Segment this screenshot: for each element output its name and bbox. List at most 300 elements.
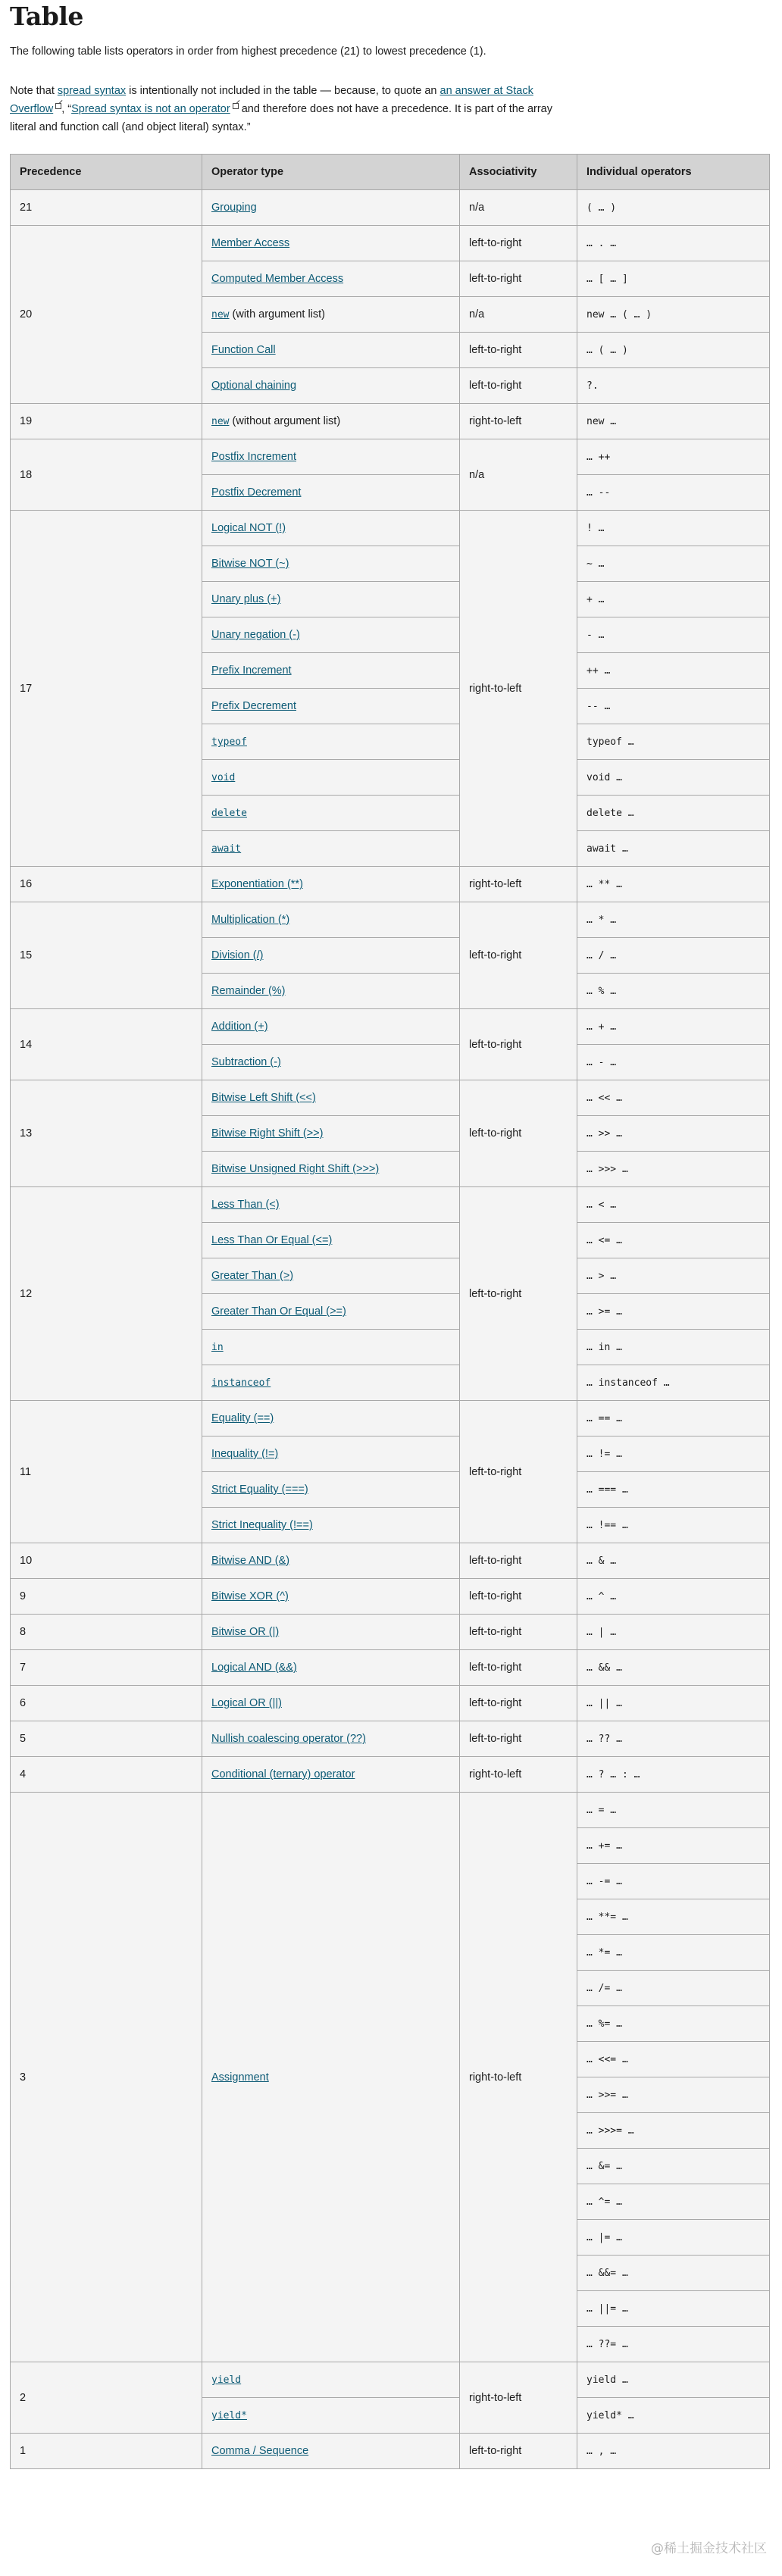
table-header-row (11, 155, 770, 190)
operator-syntax: … - … (586, 1057, 617, 1068)
operator-syntax-cell (577, 261, 770, 297)
operator-keyword: delete (211, 808, 247, 819)
operator-type-cell (202, 511, 460, 546)
operator-type-cell (202, 1543, 460, 1579)
operator-syntax-cell (577, 867, 770, 902)
operator-syntax: … |= … (586, 2232, 622, 2243)
precedence-cell: 7 (11, 1650, 202, 1686)
operator-syntax: … < … (586, 1199, 617, 1211)
operator-type-cell (202, 653, 460, 689)
operator-syntax: ( … ) (586, 202, 617, 214)
operator-type-cell (202, 831, 460, 867)
operator-syntax: + … (586, 594, 605, 605)
operator-type-cell (202, 760, 460, 796)
precedence-cell: 11 (11, 1401, 202, 1543)
watermark: @稀土掘金技术社区 (651, 2541, 767, 2556)
operator-syntax-cell (577, 2042, 770, 2077)
operator-syntax-cell (577, 226, 770, 261)
operator-syntax-cell (577, 546, 770, 582)
operator-syntax: … *= … (586, 1947, 622, 1959)
operator-type-link[interactable] (211, 1377, 271, 1389)
operator-type-cell (202, 1793, 460, 2362)
operator-syntax: yield … (586, 2374, 628, 2386)
operator-syntax: delete … (586, 808, 634, 819)
page-title: Table (10, 2, 83, 31)
operator-type-cell (202, 582, 460, 617)
operator-syntax: … ^= … (586, 2196, 622, 2208)
operator-type-link[interactable]: Unary plus (+) (211, 593, 281, 605)
operator-type-link[interactable]: Member Access (211, 237, 290, 249)
operator-keyword: void (211, 772, 236, 783)
operator-type-cell (202, 1686, 460, 1721)
intro-text: The following table lists operators in order from highest precedence (21) to lowest precedence (1). (10, 45, 486, 58)
operator-type-cell (202, 1152, 460, 1187)
operator-type-link[interactable]: Greater Than Or Equal (>=) (211, 1305, 346, 1318)
operator-syntax: - … (586, 630, 605, 641)
operator-syntax: … / … (586, 950, 617, 961)
operator-syntax-cell (577, 1828, 770, 1864)
operator-keyword: yield (211, 2374, 242, 2386)
operator-syntax: … ( … ) (586, 345, 628, 356)
operator-syntax-cell (577, 724, 770, 760)
header-operator-type: Operator type (202, 155, 460, 190)
associativity-cell: right-to-left (460, 1757, 577, 1793)
table-row (11, 1721, 770, 1757)
operator-type-cell (202, 1650, 460, 1686)
operator-syntax: ~ … (586, 558, 605, 570)
operator-keyword: new (211, 309, 230, 320)
operator-syntax: ?. (586, 380, 599, 392)
operator-syntax-cell (577, 1472, 770, 1508)
operator-syntax: new … (586, 416, 617, 427)
operator-syntax-cell (577, 2077, 770, 2113)
operator-syntax: … ++ (586, 452, 611, 463)
associativity-cell: left-to-right (460, 1721, 577, 1757)
precedence-cell: 4 (11, 1757, 202, 1793)
operator-type-cell (202, 1223, 460, 1258)
precedence-cell: 2 (11, 2362, 202, 2434)
operator-syntax-cell (577, 2220, 770, 2256)
operator-type-link[interactable]: Conditional (ternary) operator (211, 1768, 355, 1780)
spread-syntax-link[interactable]: spread syntax (57, 85, 127, 97)
operator-type-cell (202, 902, 460, 938)
operator-syntax: … instanceof … (586, 1377, 670, 1389)
associativity-cell: left-to-right (460, 2434, 577, 2469)
external-link-icon (55, 103, 61, 109)
operator-syntax: … >>= … (586, 2090, 628, 2101)
operator-syntax-cell (577, 1009, 770, 1045)
operator-type-cell (202, 1009, 460, 1045)
operator-syntax-cell (577, 1365, 770, 1401)
operator-syntax: … ??= … (586, 2339, 628, 2350)
operator-syntax: … /= … (586, 1983, 622, 1994)
operator-syntax-cell (577, 1294, 770, 1330)
operator-type-cell (202, 1187, 460, 1223)
operator-type-link[interactable]: Comma / Sequence (211, 2445, 309, 2457)
operator-syntax: … >>> … (586, 1164, 628, 1175)
precedence-cell: 21 (11, 190, 202, 226)
associativity-cell: left-to-right (460, 1650, 577, 1686)
operator-syntax: … ^ … (586, 1591, 617, 1602)
operator-type-link[interactable]: Unary negation (-) (211, 629, 300, 641)
operator-syntax: … -= … (586, 1876, 622, 1887)
operator-keyword: instanceof (211, 1377, 271, 1389)
operator-syntax-cell (577, 1686, 770, 1721)
operator-syntax-cell (577, 2398, 770, 2434)
table-row (11, 1543, 770, 1579)
table-row (11, 511, 770, 546)
associativity-cell: left-to-right (460, 1543, 577, 1579)
operator-syntax-cell (577, 2291, 770, 2327)
operator-syntax: … **= … (586, 1912, 628, 1923)
header-associativity: Associativity (460, 155, 577, 190)
operator-type-link[interactable]: Multiplication (*) (211, 914, 290, 926)
operator-type-link[interactable]: Less Than Or Equal (<=) (211, 1234, 333, 1246)
operator-syntax-cell (577, 1258, 770, 1294)
operator-syntax-cell (577, 1223, 770, 1258)
operator-type-cell (202, 1436, 460, 1472)
operator-type-link[interactable]: Subtraction (-) (211, 1056, 281, 1068)
operator-type-cell (202, 333, 460, 368)
operator-type-cell (202, 1472, 460, 1508)
associativity-cell: left-to-right (460, 1615, 577, 1650)
operator-type-link[interactable]: Strict Inequality (!==) (211, 1519, 313, 1531)
external-link-icon (233, 103, 239, 109)
note-text: and therefore does not have a precedence. It is part of the array literal and function call (and object literal) syntax.” (10, 103, 552, 133)
precedence-cell: 18 (11, 439, 202, 511)
operator-syntax: … [ … ] (586, 274, 628, 285)
operator-syntax: … > … (586, 1271, 617, 1282)
associativity-cell: left-to-right (460, 333, 577, 368)
associativity-cell: right-to-left (460, 867, 577, 902)
stack-overflow-answer-link[interactable]: an answer at Stack Overflow (10, 85, 533, 115)
table-row (11, 1615, 770, 1650)
operator-type-cell (202, 439, 460, 475)
operator-type-link[interactable]: Bitwise XOR (^) (211, 1590, 289, 1602)
operator-syntax-cell (577, 1508, 770, 1543)
spread-syntax-note (10, 82, 555, 136)
operator-type-cell (202, 689, 460, 724)
operator-syntax-cell (577, 1935, 770, 1971)
operator-type-suffix: (with argument list) (229, 308, 325, 320)
operator-type-link[interactable] (211, 771, 235, 783)
operator-type-link[interactable]: Bitwise Right Shift (>>) (211, 1127, 324, 1140)
operator-type-link[interactable]: Grouping (211, 202, 257, 214)
operator-syntax: … >>>= … (586, 2125, 634, 2137)
operator-syntax-cell (577, 1080, 770, 1116)
associativity-cell: left-to-right (460, 1187, 577, 1401)
operator-type-link[interactable]: Bitwise AND (&) (211, 1555, 290, 1567)
operator-syntax: … | … (586, 1627, 617, 1638)
operator-syntax: … || … (586, 1698, 622, 1709)
operator-type-link[interactable]: Prefix Decrement (211, 700, 297, 712)
table-row (11, 1650, 770, 1686)
operator-type-cell (202, 226, 460, 261)
operator-type-link[interactable] (211, 2409, 247, 2421)
operator-type-cell (202, 1615, 460, 1650)
operator-syntax-cell (577, 2184, 770, 2220)
associativity-cell: left-to-right (460, 261, 577, 297)
operator-syntax-cell (577, 2327, 770, 2362)
operator-precedence-table (10, 154, 770, 2469)
operator-type-cell (202, 2398, 460, 2434)
operator-type-link[interactable]: Assignment (211, 2071, 269, 2084)
operator-syntax: -- … (586, 701, 611, 712)
operator-syntax-cell (577, 582, 770, 617)
operator-type-cell (202, 1721, 460, 1757)
operator-type-cell (202, 1045, 460, 1080)
operator-syntax: … && … (586, 1662, 622, 1674)
table-row (11, 439, 770, 475)
operator-type-cell (202, 475, 460, 511)
table-row (11, 2362, 770, 2398)
operator-type-link[interactable]: Addition (+) (211, 1021, 268, 1033)
associativity-cell: left-to-right (460, 1080, 577, 1187)
table-row (11, 1401, 770, 1436)
operator-syntax: await … (586, 843, 628, 855)
operator-type-link[interactable]: Equality (==) (211, 1412, 274, 1424)
operator-syntax-cell (577, 2113, 770, 2149)
operator-type-link[interactable] (211, 308, 229, 320)
operator-type-cell (202, 404, 460, 439)
operator-syntax-cell (577, 190, 770, 226)
operator-syntax-cell (577, 333, 770, 368)
operator-syntax-cell (577, 2434, 770, 2469)
operator-syntax-cell (577, 1899, 770, 1935)
operator-type-cell (202, 261, 460, 297)
precedence-cell: 17 (11, 511, 202, 867)
table-row (11, 1686, 770, 1721)
table-row (11, 1793, 770, 1828)
associativity-cell: right-to-left (460, 511, 577, 867)
operator-type-link[interactable]: Optional chaining (211, 380, 297, 392)
precedence-cell: 10 (11, 1543, 202, 1579)
associativity-cell: left-to-right (460, 902, 577, 1009)
operator-syntax: yield* … (586, 2410, 634, 2421)
operator-syntax-cell (577, 617, 770, 653)
operator-type-cell (202, 1579, 460, 1615)
operator-syntax-cell (577, 974, 770, 1009)
note-text: , “ (61, 103, 72, 115)
operator-type-cell (202, 974, 460, 1009)
table-row (11, 902, 770, 938)
associativity-cell: right-to-left (460, 404, 577, 439)
precedence-cell: 20 (11, 226, 202, 404)
operator-type-link[interactable]: Bitwise Left Shift (<<) (211, 1092, 316, 1104)
operator-syntax-cell (577, 368, 770, 404)
operator-syntax-cell (577, 831, 770, 867)
operator-syntax: new … ( … ) (586, 309, 652, 320)
precedence-cell: 13 (11, 1080, 202, 1187)
precedence-cell: 1 (11, 2434, 202, 2469)
table-row (11, 226, 770, 261)
table-row (11, 1579, 770, 1615)
operator-type-cell (202, 1294, 460, 1330)
operator-syntax: … ? … : … (586, 1769, 640, 1780)
operator-type-cell (202, 1258, 460, 1294)
operator-type-cell (202, 1508, 460, 1543)
operator-syntax: ! … (586, 523, 605, 534)
operator-type-link[interactable] (211, 843, 241, 855)
operator-syntax: … &&= … (586, 2268, 628, 2279)
operator-type-link[interactable]: Logical NOT (!) (211, 522, 286, 534)
table-row (11, 1757, 770, 1793)
operator-syntax: … >= … (586, 1306, 622, 1318)
operator-type-cell (202, 1365, 460, 1401)
operator-syntax: … ** … (586, 879, 622, 890)
operator-type-link[interactable] (211, 1341, 224, 1353)
operator-type-link[interactable]: Computed Member Access (211, 273, 344, 285)
operator-syntax-cell (577, 1116, 770, 1152)
operator-type-link[interactable] (211, 736, 247, 748)
operator-keyword: yield* (211, 2410, 247, 2421)
operator-type-cell (202, 867, 460, 902)
operator-syntax: … != … (586, 1449, 622, 1460)
operator-type-cell (202, 1757, 460, 1793)
operator-syntax-cell (577, 1401, 770, 1436)
operator-syntax: … <<= … (586, 2054, 628, 2065)
operator-syntax: … = … (586, 1805, 617, 1816)
operator-type-cell (202, 1080, 460, 1116)
operator-syntax: void … (586, 772, 622, 783)
operator-keyword: await (211, 843, 242, 855)
operator-syntax-cell (577, 1793, 770, 1828)
operator-type-link[interactable]: Postfix Increment (211, 451, 297, 463)
operator-syntax-cell (577, 1650, 770, 1686)
precedence-cell: 9 (11, 1579, 202, 1615)
operator-type-link[interactable]: Bitwise NOT (~) (211, 558, 289, 570)
operator-syntax: … + … (586, 1021, 617, 1033)
operator-syntax-cell (577, 1864, 770, 1899)
operator-syntax-cell (577, 1615, 770, 1650)
operator-syntax: … <= … (586, 1235, 622, 1246)
operator-syntax-cell (577, 689, 770, 724)
operator-type-link[interactable]: Division (/) (211, 949, 264, 961)
operator-syntax: … >> … (586, 1128, 622, 1140)
operator-keyword: new (211, 416, 230, 427)
note-text: Note that (10, 85, 58, 97)
operator-syntax: … ||= … (586, 2303, 628, 2315)
table-row (11, 190, 770, 226)
operator-syntax-cell (577, 1330, 770, 1365)
operator-syntax-cell (577, 1543, 770, 1579)
note-text: is intentionally not included in the table — because, to quote an (126, 85, 440, 97)
associativity-cell: n/a (460, 297, 577, 333)
operator-type-cell (202, 2362, 460, 2398)
operator-syntax: … & … (586, 1555, 617, 1567)
operator-syntax: ++ … (586, 665, 611, 677)
operator-keyword: in (211, 1342, 224, 1353)
table-row (11, 1187, 770, 1223)
operator-type-link[interactable]: Nullish coalescing operator (??) (211, 1733, 366, 1745)
operator-syntax: … % … (586, 986, 617, 997)
operator-type-cell (202, 297, 460, 333)
operator-type-link[interactable]: Bitwise OR (|) (211, 1626, 280, 1638)
operator-syntax-cell (577, 404, 770, 439)
table-row (11, 2434, 770, 2469)
table-row (11, 1009, 770, 1045)
operator-type-link[interactable] (211, 2374, 241, 2386)
operator-syntax: … &= … (586, 2161, 622, 2172)
associativity-cell: left-to-right (460, 1009, 577, 1080)
header-individual-operators: Individual operators (577, 155, 770, 190)
precedence-cell: 19 (11, 404, 202, 439)
associativity-cell: right-to-left (460, 2362, 577, 2434)
associativity-cell: left-to-right (460, 226, 577, 261)
operator-type-link[interactable]: Inequality (!=) (211, 1448, 279, 1460)
operator-type-suffix: (without argument list) (229, 415, 341, 427)
precedence-cell: 14 (11, 1009, 202, 1080)
operator-syntax: … %= … (586, 2018, 622, 2030)
spread-not-operator-link[interactable]: Spread syntax is not an operator (71, 103, 230, 115)
operator-syntax: … << … (586, 1093, 622, 1104)
operator-type-cell (202, 546, 460, 582)
operator-syntax-cell (577, 902, 770, 938)
operator-syntax-cell (577, 1436, 770, 1472)
table-row (11, 867, 770, 902)
operator-syntax-cell (577, 2149, 770, 2184)
operator-syntax-cell (577, 760, 770, 796)
operator-type-link[interactable]: Greater Than (>) (211, 1270, 294, 1282)
operator-type-cell (202, 1401, 460, 1436)
operator-type-link[interactable]: Remainder (%) (211, 985, 286, 997)
operator-syntax-cell (577, 1152, 770, 1187)
operator-type-link[interactable]: Prefix Increment (211, 664, 292, 677)
operator-type-link[interactable] (211, 807, 247, 819)
operator-type-cell (202, 724, 460, 760)
operator-type-link[interactable]: Logical OR (||) (211, 1697, 282, 1709)
operator-type-cell (202, 190, 460, 226)
operator-type-link[interactable]: Bitwise Unsigned Right Shift (>>>) (211, 1163, 380, 1175)
operator-type-link[interactable] (211, 415, 229, 427)
operator-type-cell (202, 1330, 460, 1365)
operator-type-cell (202, 1116, 460, 1152)
operator-syntax-cell (577, 2256, 770, 2291)
operator-syntax: … , … (586, 2446, 617, 2457)
operator-type-link[interactable]: Function Call (211, 344, 276, 356)
operator-syntax-cell (577, 1971, 770, 2006)
operator-type-cell (202, 368, 460, 404)
precedence-cell: 5 (11, 1721, 202, 1757)
operator-syntax-cell (577, 1579, 770, 1615)
operator-syntax-cell (577, 511, 770, 546)
operator-syntax: … * … (586, 914, 617, 926)
operator-type-link[interactable]: Strict Equality (===) (211, 1483, 308, 1496)
operator-syntax: … ?? … (586, 1733, 622, 1745)
associativity-cell: left-to-right (460, 1686, 577, 1721)
operator-syntax: … == … (586, 1413, 622, 1424)
precedence-cell: 8 (11, 1615, 202, 1650)
operator-syntax: … in … (586, 1342, 622, 1353)
operator-type-link[interactable]: Exponentiation (**) (211, 878, 303, 890)
associativity-cell: left-to-right (460, 1401, 577, 1543)
operator-syntax-cell (577, 2006, 770, 2042)
operator-type-link[interactable]: Logical AND (&&) (211, 1662, 297, 1674)
precedence-cell: 3 (11, 1793, 202, 2362)
associativity-cell: n/a (460, 439, 577, 511)
operator-type-link[interactable]: Postfix Decrement (211, 486, 302, 499)
operator-keyword: typeof (211, 736, 247, 748)
operator-type-cell (202, 2434, 460, 2469)
operator-type-link[interactable]: Less Than (<) (211, 1199, 280, 1211)
operator-syntax-cell (577, 297, 770, 333)
operator-syntax: … . … (586, 238, 617, 249)
header-precedence: Precedence (11, 155, 202, 190)
operator-syntax-cell (577, 796, 770, 831)
operator-type-cell (202, 938, 460, 974)
operator-syntax: … += … (586, 1840, 622, 1852)
operator-syntax-cell (577, 2362, 770, 2398)
